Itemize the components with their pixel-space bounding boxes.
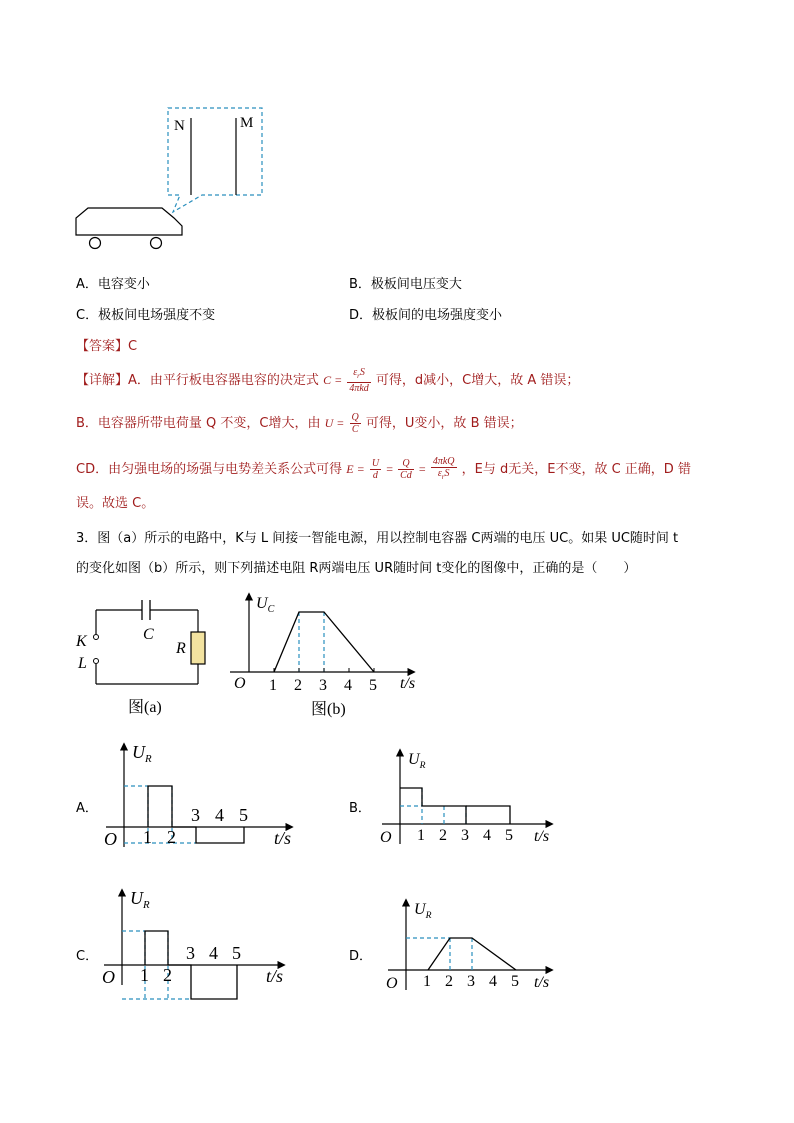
origin-label: O (386, 975, 398, 992)
detail-cd-prefix: CD．由匀强电场的场强与电势差关系公式可得 (76, 462, 343, 477)
detail-a-prefix: A．由平行板电容器电容的决定式 (128, 373, 319, 388)
detail-b-line (76, 412, 523, 435)
tick-label: 3 (467, 973, 475, 990)
x-label: t/s (266, 966, 284, 986)
tick-label: 4 (489, 973, 497, 990)
q3-option-b-label: B． (349, 801, 371, 816)
s-var: S (359, 367, 365, 378)
tick-label: 5 (239, 805, 248, 825)
formula-u-lhs: U = (324, 416, 345, 430)
graph-b (226, 590, 426, 720)
tick-label: 1 (143, 827, 152, 847)
label-k: K (76, 633, 87, 650)
tick-label: 2 (439, 827, 447, 844)
tick-label: 1 (417, 827, 425, 844)
graph-b-tick-label: 3 (319, 677, 327, 694)
eps: ε (353, 367, 358, 378)
tick-label: 1 (423, 973, 431, 990)
detail-b-prefix: B．电容器所带电荷量 Q 不变，C增大，由 (76, 416, 321, 431)
formula-u-den: C (351, 424, 359, 435)
frac3-den-sub: r (441, 473, 445, 481)
formula-c-frac (347, 367, 370, 394)
eps-sub: r (357, 372, 360, 380)
label-r: R (176, 640, 186, 657)
tick-label: 4 (215, 805, 224, 825)
answer-tag: 【答案】 (76, 339, 129, 354)
tick-label: 4 (209, 943, 218, 963)
eq-sign-2: = (386, 462, 393, 476)
option-a: A．电容变小 (76, 277, 150, 292)
label-n: N (174, 118, 185, 134)
detail-tag: 【详解】 (76, 373, 129, 388)
q3-option-c-label: C． (76, 949, 99, 964)
formula-u-frac (350, 412, 361, 435)
x-label: t/s (534, 828, 550, 845)
answer-line (76, 335, 137, 354)
detail-a-suffix: 可得，d减小，C增大，故 A 错误； (375, 373, 580, 388)
q3-option-a-graph (96, 740, 296, 860)
graph-b-tick-label: 5 (369, 677, 377, 694)
option-d: D．极板间的电场强度变小 (349, 308, 503, 323)
q3-option-d-graph (386, 898, 566, 998)
graph-b-tick-label: 1 (269, 677, 277, 694)
circuit-figure (70, 596, 220, 722)
option-c: C．极板间电场强度不变 (76, 308, 216, 323)
formula-c-den: 4πkd (349, 383, 369, 394)
detail-b-suffix: 可得，U变小，故 B 错误； (365, 416, 523, 431)
frac1-num: U (371, 458, 380, 469)
tick-label: 5 (511, 973, 519, 990)
y-label: $U_R$ (414, 901, 432, 921)
answer-value: C (128, 339, 138, 354)
formula-u-num: Q (351, 412, 359, 423)
tick-label: 5 (505, 827, 513, 844)
formula-e-lhs: E = (346, 462, 365, 476)
tick-label: 4 (483, 827, 491, 844)
tick-label: 2 (445, 973, 453, 990)
graph-b-tick-label: 2 (294, 677, 302, 694)
tick-label: 3 (461, 827, 469, 844)
y-label: $U_R$ (132, 742, 152, 765)
y-label: $U_R$ (408, 751, 426, 771)
label-m: M (240, 115, 254, 131)
frac3-den-eps: ε (437, 468, 442, 479)
graph-b-xlabel: t/s (400, 675, 416, 692)
frac1-den: d (372, 470, 378, 481)
question3-line2: 的变化如图（b）所示，则下列描述电阻 R两端电压 UR随时间 t变化的图像中，正确的是（ ） (76, 561, 637, 576)
q3-option-c-graph (94, 886, 294, 1010)
x-label: t/s (274, 828, 292, 848)
graph-b-caption: 图(b) (311, 701, 346, 718)
eq-sign-3: = (418, 462, 426, 476)
origin-label: O (380, 829, 392, 846)
graph-b-tick-label: 4 (344, 677, 352, 694)
formula-e-frac2 (398, 458, 414, 481)
tick-label: 3 (191, 805, 200, 825)
tick-label: 1 (140, 965, 149, 985)
detail-cd-line (76, 456, 691, 483)
detail-cd-line2: 误。故选 C。 (76, 496, 155, 511)
label-c: C (143, 626, 154, 643)
frac2-num: Q (398, 458, 414, 470)
series-line-2 (466, 806, 510, 824)
tick-label: 5 (232, 943, 241, 963)
y-label: $U_R$ (130, 888, 150, 911)
origin-label: O (104, 829, 117, 849)
frac2-den: Cd (400, 470, 412, 481)
frac3-den-s: S (444, 468, 450, 479)
tick-label: 3 (186, 943, 195, 963)
car-capacitor-figure (70, 100, 270, 252)
frac3-num: 4πkQ (432, 456, 455, 467)
question3-line1: 3．图（a）所示的电路中，K与 L 间接一智能电源，用以控制电容器 C两端的电压 UC。如果 UC随时间 t (76, 531, 679, 546)
caption-a: 图(a) (128, 699, 162, 716)
label-l: L (78, 655, 87, 672)
q3-option-d-label: D． (349, 949, 373, 964)
formula-e-frac1 (370, 458, 381, 481)
origin-label: O (102, 967, 115, 987)
graph-b-ylabel: $U_C$ (256, 595, 275, 615)
option-b: B．极板间电压变大 (349, 277, 462, 292)
q3-option-b-graph (376, 748, 556, 858)
q3-option-a-label: A． (76, 801, 98, 816)
graph-b-guides (299, 612, 324, 672)
tick-label: 2 (167, 827, 176, 847)
detail-cd-suffix: ，E与 d无关，E不变，故 C 正确，D 错 (461, 462, 691, 477)
detail-a-line (76, 367, 579, 394)
formula-e-frac3 (431, 456, 457, 483)
x-label: t/s (534, 974, 550, 991)
formula-c-lhs: C = (323, 373, 343, 387)
tick-label: 2 (163, 965, 172, 985)
graph-b-origin: O (234, 675, 246, 692)
